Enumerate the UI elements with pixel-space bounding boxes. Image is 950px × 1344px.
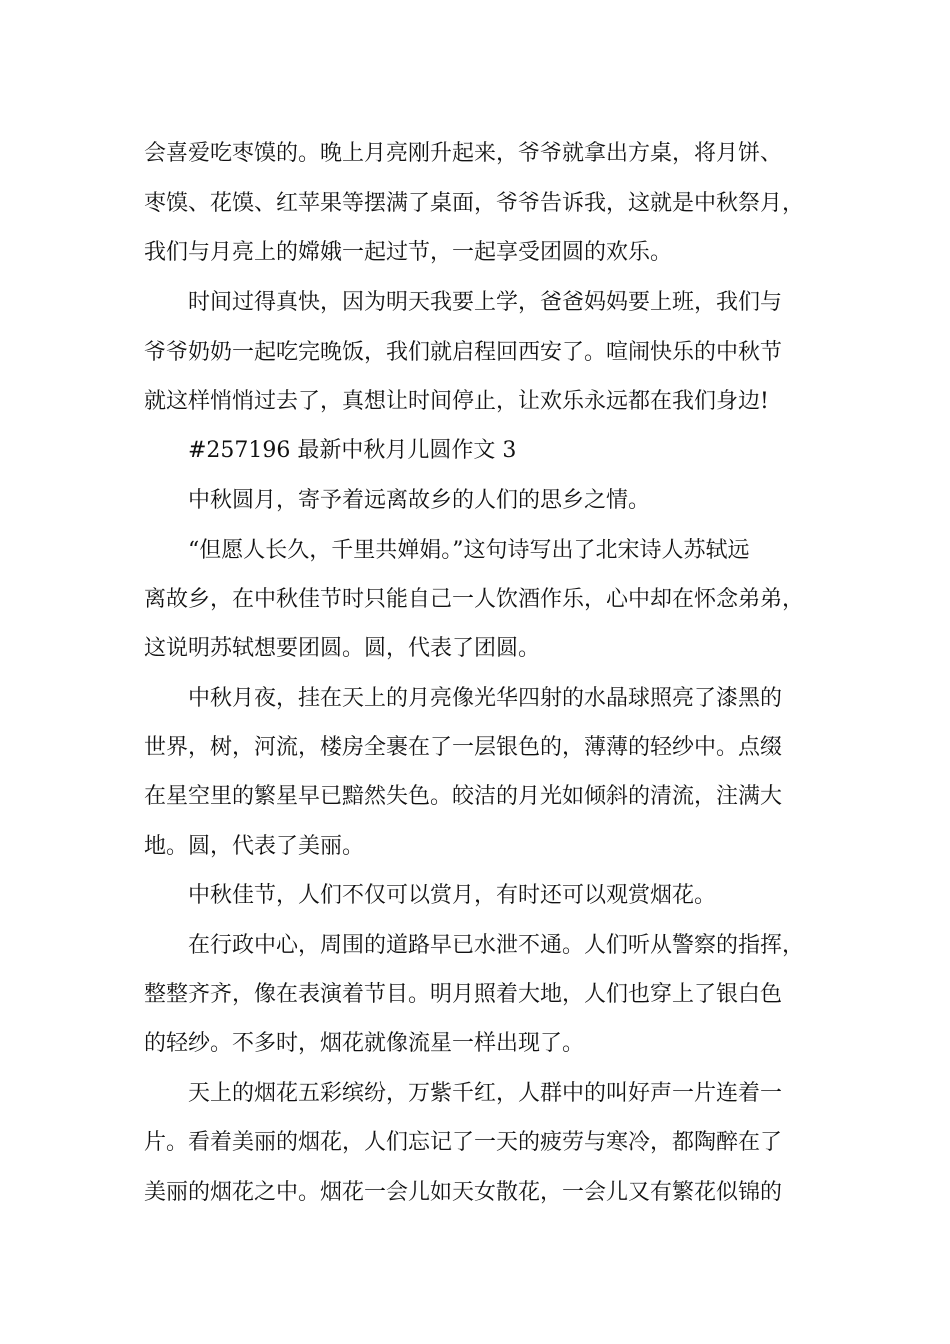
text-line: 中秋月夜，挂在天上的月亮像光华四射的水晶球照亮了漆黑的 [188, 686, 783, 711]
section-heading: #257196 最新中秋月儿圆作文 3 [188, 438, 517, 463]
text-line: 我们与月亮上的嫦娥一起过节，一起享受团圆的欢乐。 [144, 240, 673, 265]
text-line: 的轻纱。不多时，烟花就像流星一样出现了。 [144, 1031, 585, 1056]
text-line: 就这样悄悄过去了，真想让时间停止，让欢乐永远都在我们身边! [144, 389, 769, 414]
text-line: “但愿人长久，千里共婵娟。”这句诗写出了北宋诗人苏轼远 [188, 538, 750, 563]
text-line: 在行政中心，周围的道路早已水泄不通。人们听从警察的指挥， [188, 933, 805, 958]
text-line: 中秋圆月，寄予着远离故乡的人们的思乡之情。 [188, 488, 651, 513]
text-line: 在星空里的繁星早已黯然失色。皎洁的月光如倾斜的清流，注满大 [144, 784, 783, 809]
text-line: 离故乡，在中秋佳节时只能自己一人饮酒作乐，心中却在怀念弟弟， [144, 587, 805, 612]
text-line: 片。看着美丽的烟花，人们忘记了一天的疲劳与寒冷，都陶醉在了 [144, 1130, 783, 1155]
text-line: 爷爷奶奶一起吃完晚饭，我们就启程回西安了。喧闹快乐的中秋节 [144, 340, 783, 365]
text-line: 会喜爱吃枣馍的。晚上月亮刚升起来，爷爷就拿出方桌，将月饼、 [144, 141, 783, 166]
text-line: 天上的烟花五彩缤纷，万紫千红，人群中的叫好声一片连着一 [188, 1081, 783, 1106]
text-line: 枣馍、花馍、红苹果等摆满了桌面，爷爷告诉我，这就是中秋祭月， [144, 191, 805, 216]
text-line: 中秋佳节，人们不仅可以赏月，有时还可以观赏烟花。 [188, 883, 717, 908]
text-line: 时间过得真快，因为明天我要上学，爸爸妈妈要上班，我们与 [188, 290, 783, 315]
text-line: 地。圆，代表了美丽。 [144, 834, 365, 859]
text-line: 整整齐齐，像在表演着节目。明月照着大地，人们也穿上了银白色 [144, 982, 783, 1007]
text-line: 这说明苏轼想要团圆。圆，代表了团圆。 [144, 636, 541, 661]
text-line: 世界，树，河流，楼房全裹在了一层银色的，薄薄的轻纱中。点缀 [144, 735, 783, 760]
text-line: 美丽的烟花之中。烟花一会儿如天女散花，一会儿又有繁花似锦的 [144, 1180, 783, 1205]
